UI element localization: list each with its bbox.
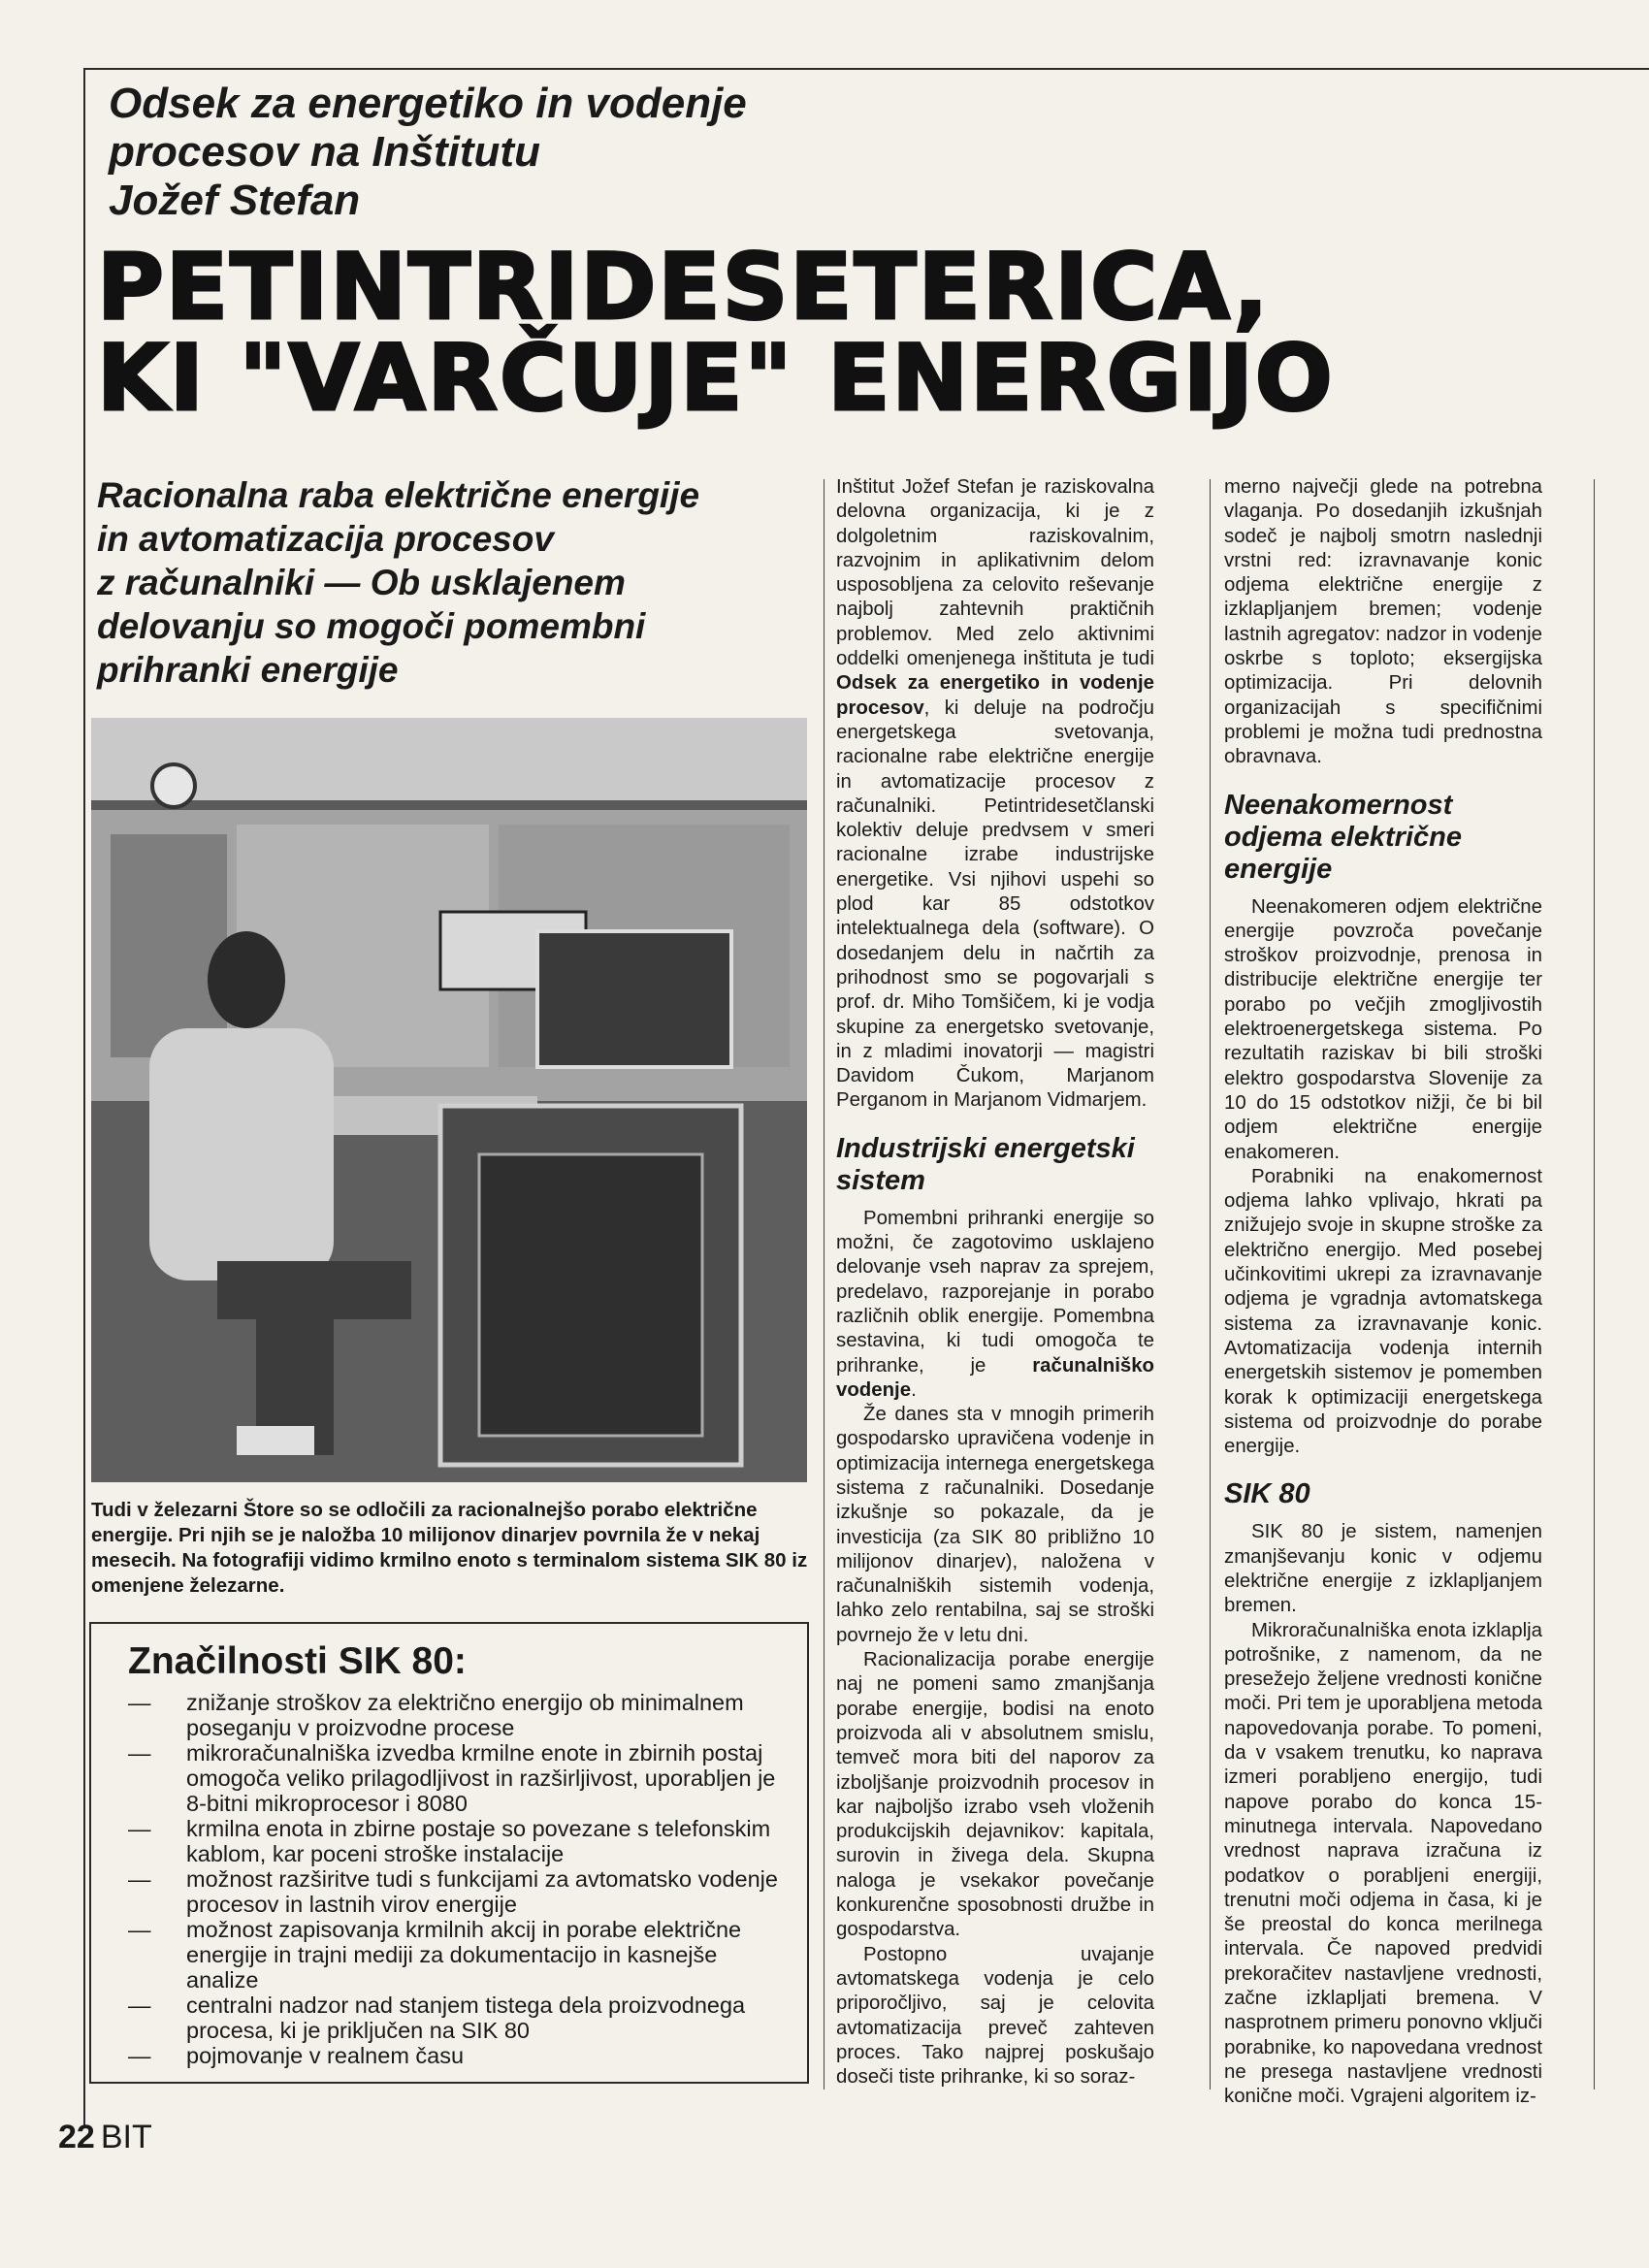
body-paragraph: Porabniki na enakomernost odjema lahko vplivajo, hkrati pa znižujejo svoje in skupne stroške za električno energijo. Med posebej učinkovitimi ukrepi za izravnavanje odjema je vgradnja avtomatskega sistema za izravnavanje konic. Avtomatizacija vodenja internih energetskih sistemov je pomemben korak k optimizaciji energetskega sistema od proizvodnje do porabe energije. <box>1224 1165 1542 1458</box>
body-paragraph: Neenakomeren odjem električne energije povzroča povečanje stroškov proizvodnje, prenosa in distribucije električne energije ter porabo po večjih zmogljivostih elektroenergetskega sistema. Po rezultatih raziskav bi bili stroški elektro gospodarstva Slovenije za 10 do 15 odstotkov nižji, če bi bil odjem električne energije enakomeren. <box>1224 895 1542 1163</box>
page-number: 22 <box>58 2119 95 2155</box>
features-item: — mikroračunalniška izvedba krmilne enote in zbirnih postaj omogoča veliko prilagodljivost in razširljivost, uporabljen je 8-bitni mikroprocesor i 8080 <box>128 1740 786 1816</box>
section-heading-industrial: Industrijski energetski sistem <box>836 1132 1135 1196</box>
section-heading-sik80: SIK 80 <box>1224 1478 1310 1510</box>
deck-line: z računalniki — Ob usklajenem <box>97 563 626 602</box>
article-headline <box>97 235 1610 432</box>
body-paragraph: Že danes sta v mnogih primerih gospodarsko upravičena vodenje in optimizacija internega energetskega sistema z računalniki. Dosedanje izkušnje so pokazale, da je investicija (za SIK 80 približno 10 milijonov dinarjev), naložena v računalniških sistemih vodenja, lahko zelo rentabilna, saj se stroški povrnejo že v letu dni. <box>836 1404 1154 1646</box>
body-text: . <box>911 1378 917 1401</box>
features-item: — centralni nadzor nad stanjem tistega dela proizvodnega procesa, ki je priključen na SIK 80 <box>128 1993 786 2043</box>
body-bold: računalniško vodenje <box>836 1354 1154 1401</box>
features-title: Značilnosti SIK 80: <box>128 1640 467 1682</box>
features-item: — krmilna enota in zbirne postaje so povezane s telefonskim kablom, kar poceni stroške instalacije <box>128 1816 786 1866</box>
article-kicker <box>109 80 982 225</box>
section-heading-unevenness: Neenakomernost odjema električne energije <box>1224 789 1462 885</box>
intro-text: , ki deluje na področju energetskega svetovanja, racionalne rabe električne energije in avtomatizacije procesov z računalniki. Petintridesetčlanski kolektiv deluje predvsem v smeri racionalne izrabe industrijske energetike. Vsi njihovi uspehi so plod kar 85 odstotkov intelektualnega dela (software). O dosedanjem delu in načrtih za prihodnost smo se pogovarjali s prof. dr. Miho Tomšičem, ki je vodja skupine za energetsko svetovanje, in z mladimi inovatorji — magistri Davidom Čukom, Marjanom Perganom in Marjanom Vidmarjem. <box>836 697 1154 1112</box>
body-paragraph: Racionalizacija porabe energije naj ne pomeni samo zmanjšanja porabe energije, bodisi na enoto proizvoda ali v absolutnem smislu, temveč mora biti del naporov za izboljšanje proizvodnih procesov in kar najboljšo izrabo vseh vloženih produkcijskih dejavnikov: kapitala, surovin in živega dela. Skupna naloga je vsekakor povečanje konkurenčne sposobnosti družbe in gospodarstva. <box>836 1649 1154 1941</box>
control-room-photo <box>91 718 807 1482</box>
body-paragraph <box>836 1207 1154 1403</box>
photo-caption: Tudi v železarni Štore so se odločili za racionalnejšo porabo električne energije. Pri njih se je naložba 10 milijonov dinarjev povrnila že v nekaj mesecih. Na fotografiji vidimo krmilno enoto s terminalom sistema SIK 80 iz omenjene železarne. <box>91 1499 808 1597</box>
kicker-line: procesov na Inštitutu <box>109 128 540 176</box>
text-column-2 <box>836 475 1154 2090</box>
magazine-name: BIT <box>100 2119 152 2155</box>
features-item: — možnost zapisovanja krmilnih akcij in porabe električne energije in trajni mediji za dokumentacijo in kasnejše analize <box>128 1917 786 1993</box>
body-paragraph: Mikroračunalniška enota izklaplja potrošnike, z namenom, da ne presežejo željene vrednosti konične moči. Pri tem je uporabljena metoda napovedovanja porabe. To pomeni, da v vsakem trenutku, ko naprava izmeri porabljeno energijo, tudi napove porabo do konca 15-minutnega intervala. Napovedano vrednost naprava izračuna iz podatkov o porabljeni energiji, trenutni moči odjema in časa, ki je še preostal do konca merilnega intervala. Če napoved predvidi prekoračitev nastavljene vrednosti, začne izklapljati bremena. V nasprotnem primeru ponovno vključi porabnike, ko napovedana vrednost ne presega nastavljene vrednosti konične moči. Vgrajeni algoritem iz- <box>1224 1619 1542 2108</box>
column-rule <box>1594 479 1595 2090</box>
body-paragraph: SIK 80 je sistem, namenjen zmanjševanju konic v odjemu električne energije z izklapljanjem bremen. <box>1224 1521 1542 1617</box>
deck-line: delovanju so mogoči pomembni <box>97 606 646 646</box>
page-footer <box>58 2118 152 2156</box>
features-item: — možnost razširitve tudi s funkcijami za avtomatsko vodenje procesov in lastnih virov energije <box>128 1866 786 1917</box>
article-deck <box>97 473 815 692</box>
features-item: — pojmovanje v realnem času <box>128 2043 786 2068</box>
kicker-line: Jožef Stefan <box>109 177 361 224</box>
intro-paragraph <box>836 475 1154 1114</box>
headline-line: PETINTRIDESETERICA, <box>97 235 1271 340</box>
features-list <box>128 1690 786 2068</box>
body-text: Pomembni prihranki energije so možni, če zagotovimo usklajeno delovanje vseh naprav za sprejem, predelavo, razporejanje in porabo različnih oblik energije. Pomembna sestavina, ki tudi omogoča te prihranke, je <box>836 1207 1154 1377</box>
kicker-line: Odsek za energetiko in vodenje <box>109 80 747 127</box>
deck-line: prihranki energije <box>97 650 399 690</box>
body-paragraph: merno največji glede na potrebna vlaganja. Po dosedanjih izkušnjah sodeč je najbolj smotrn naslednji vrstni red: izravnavanje konic odjema električne energije z izklapljanjem bremen; vodenje lastnih agregatov: nadzor in vodenje oskrbe s toploto; eksergijska optimizacija. Pri delovnih organizacijah s specifičnimi problemi je možna tudi prednostna obravnava. <box>1224 476 1542 768</box>
features-box <box>89 1622 809 2084</box>
headline-line: KI "VARČUJE" ENERGIJO <box>97 326 1335 432</box>
intro-text: Inštitut Jožef Stefan je raziskovalna delovna organizacija, ki je z dolgoletnim raziskovalnim, razvojnim in aplikativnim delom usposobljena za celovito reševanje najbolj zahtevnih praktičnih problemov. Med zelo aktivnimi oddelki omenjenega inštituta je tudi <box>836 476 1154 670</box>
article-photo <box>91 718 807 1482</box>
body-paragraph: Postopno uvajanje avtomatskega vodenja je celo priporočljivo, saj je celovita avtomatizacija preveč zahteven proces. Tako najprej poskušajo doseči tiste prihranke, ki so soraz- <box>836 1943 1154 2089</box>
deck-line: Racionalna raba električne energije <box>97 475 700 515</box>
column-rule <box>1210 479 1211 2090</box>
features-item: — znižanje stroškov za električno energijo ob minimalnem poseganju v proizvodne procese <box>128 1690 786 1740</box>
text-column-3 <box>1224 475 1542 2110</box>
deck-line: in avtomatizacija procesov <box>97 519 554 559</box>
intro-bold: Odsek za energetiko in vodenje procesov <box>836 672 1154 719</box>
